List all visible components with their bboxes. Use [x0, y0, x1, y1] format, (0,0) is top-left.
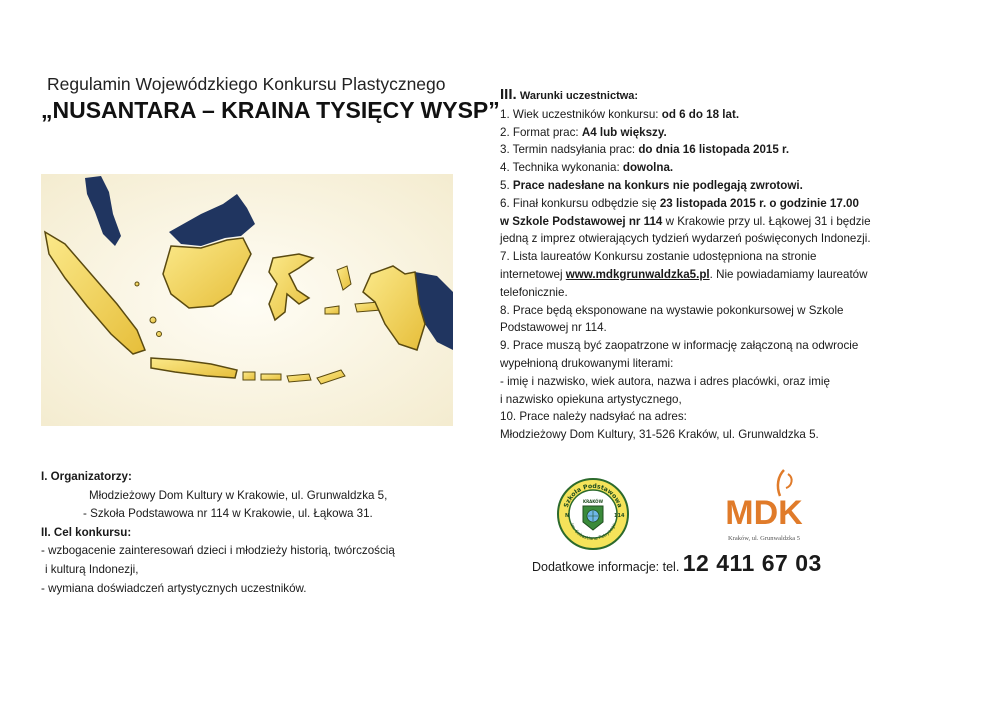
goal-line2: i kulturą Indonezji, — [45, 562, 139, 576]
mdk-logo-icon — [716, 468, 812, 546]
contact-info — [532, 550, 822, 577]
conditions-block — [500, 86, 970, 444]
website-link[interactable]: www.mdkgrunwaldzka5.pl — [565, 267, 710, 281]
condition-10-address: Młodzieżowy Dom Kultury, 31-526 Kraków, ul. Grunwaldzka 5. — [500, 428, 819, 442]
condition-8-line2: Podstawowej nr 114. — [500, 321, 607, 335]
title-line1: Regulamin Wojewódzkiego Konkursu Plastycznego — [47, 74, 446, 94]
svg-text:N: N — [565, 513, 570, 519]
condition-5-text: 5. — [500, 178, 513, 192]
condition-4 — [500, 159, 970, 177]
condition-6-address: w Krakowie przy ul. Łąkowej 31 i będzie — [662, 214, 871, 228]
condition-3-value: do dnia 16 listopada 2015 r. — [638, 143, 790, 157]
conditions-heading — [500, 86, 970, 106]
school-seal-icon — [557, 478, 629, 550]
svg-text:114: 114 — [614, 513, 625, 519]
contact-label: Dodatkowe informacje: tel. — [532, 560, 683, 574]
page-title: „NUSANTARA – KRAINA TYSIĘCY WYSP” — [41, 97, 500, 123]
svg-text:im. Sebastiana Petrycego: im. Sebastiana Petrycego — [568, 522, 618, 543]
conditions-numeral: III. — [500, 86, 517, 103]
left-info — [41, 468, 481, 598]
condition-7: 7. Lista laureatów Konkursu zostanie udostępniona na stronie — [500, 250, 817, 264]
condition-2 — [500, 124, 970, 142]
conditions-heading-label: Warunki uczestnictwa: — [519, 90, 639, 102]
condition-5 — [500, 177, 970, 195]
svg-text:KRAKÓW: KRAKÓW — [582, 499, 604, 504]
condition-9-line2: wypełnioną drukowanymi literami: — [500, 356, 674, 370]
condition-7-line2 — [500, 266, 970, 284]
condition-10: 10. Prace należy nadsyłać na adres: — [500, 410, 687, 424]
condition-5-value: Prace nadesłane na konkurs nie podlegają zwrotowi. — [512, 178, 803, 192]
condition-2-value: A4 lub większy. — [581, 125, 667, 139]
condition-3 — [500, 141, 970, 159]
condition-1-text: 1. Wiek uczestników konkursu: — [500, 107, 662, 121]
svg-text:Kraków, ul. Grunwaldzka 5: Kraków, ul. Grunwaldzka 5 — [728, 535, 800, 542]
condition-9-line4: i nazwisko opiekuna artystycznego, — [500, 392, 682, 406]
organizer-school: - Szkoła Podstawowa nr 114 w Krakowie, ul. Łąkowa 31. — [83, 507, 373, 521]
condition-6 — [500, 195, 970, 213]
condition-9-line3: - imię i nazwisko, wiek autora, nazwa i adres placówki, oraz imię — [500, 374, 830, 388]
condition-7-line3: telefonicznie. — [500, 285, 568, 299]
condition-6-place: w Szkole Podstawowej nr 114 — [500, 214, 663, 228]
condition-4-value: dowolna. — [622, 161, 674, 175]
condition-6-line3: jedną z imprez otwierających tydzień wydarzeń poświęconych Indonezji. — [500, 232, 871, 246]
condition-8: 8. Prace będą eksponowane na wystawie pokonkursowej w Szkole — [500, 303, 844, 317]
svg-text:Szkoła Podstawowa: Szkoła Podstawowa — [562, 482, 624, 509]
condition-2-text: 2. Format prac: — [500, 125, 582, 139]
indonesia-map-icon — [41, 174, 453, 426]
condition-1 — [500, 106, 970, 124]
organizers-heading: I. Organizatorzy: — [41, 470, 132, 483]
condition-1-value: od 6 do 18 lat. — [661, 107, 740, 121]
svg-text:MDK: MDK — [725, 494, 803, 532]
condition-7-prefix: internetowej — [500, 267, 566, 281]
condition-4-text: 4. Technika wykonania: — [500, 161, 623, 175]
condition-6-date: 23 listopada 2015 r. o godzinie 17.00 — [659, 196, 859, 210]
condition-9: 9. Prace muszą być zaopatrzone w informację załączoną na odwrocie — [500, 339, 859, 353]
phone-number[interactable]: 12 411 67 03 — [682, 550, 822, 576]
goal-line3: - wymiana doświadczeń artystycznych uczestników. — [41, 581, 307, 595]
goal-heading: II. Cel konkursu: — [41, 525, 132, 539]
goal-line1: - wzbogacenie zainteresowań dzieci i młodzieży historią, twórczością — [41, 544, 395, 558]
condition-6-text: 6. Finał konkursu odbędzie się — [500, 196, 660, 210]
condition-6-line2 — [500, 213, 970, 231]
condition-7-suffix: . Nie powiadamiamy laureatów — [709, 267, 868, 281]
condition-3-text: 3. Termin nadsyłania prac: — [500, 143, 639, 157]
organizer-mdk: Młodzieżowy Dom Kultury w Krakowie, ul. Grunwaldzka 5, — [89, 488, 388, 502]
